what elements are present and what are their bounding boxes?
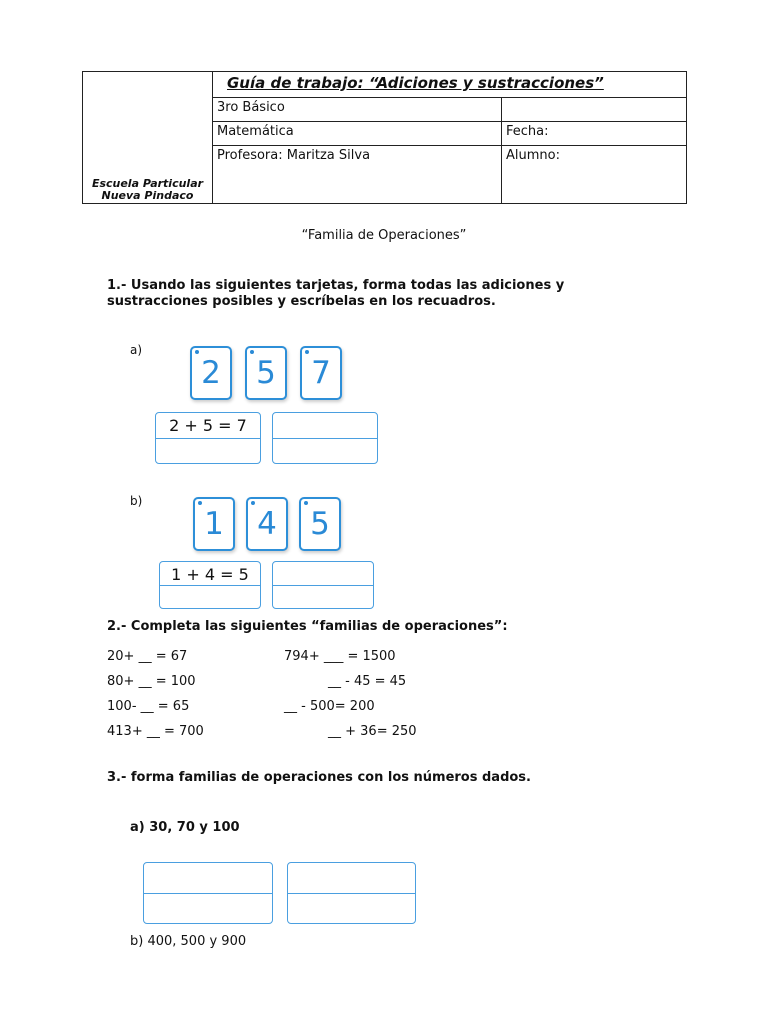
q1-line2: sustracciones posibles y escríbelas en los recuadros. bbox=[107, 294, 496, 309]
q2-right-column bbox=[284, 644, 417, 744]
q1b-label: b) bbox=[130, 494, 143, 508]
operation: 80+ __ = 100 bbox=[107, 674, 196, 689]
number-card: 4 bbox=[246, 497, 288, 551]
number-card: 5 bbox=[245, 346, 287, 400]
operation: __ + 36= 250 bbox=[328, 724, 417, 739]
operation: 794+ ___ = 1500 bbox=[284, 649, 396, 664]
answer-box[interactable] bbox=[272, 412, 378, 464]
grade-label: 3ro Básico bbox=[213, 98, 502, 122]
q3a-numbers: a) 30, 70 y 100 bbox=[130, 820, 240, 835]
date-label: Fecha: bbox=[502, 122, 687, 146]
example-equation: 1 + 4 = 5 bbox=[171, 565, 249, 584]
q3-instructions: 3.- forma familias de operaciones con los números dados. bbox=[107, 770, 531, 785]
subject-label: Matemática bbox=[213, 122, 502, 146]
teacher-label: Profesora: Maritza Silva bbox=[213, 146, 502, 204]
operation: 413+ __ = 700 bbox=[107, 724, 204, 739]
q1-line1: 1.- Usando las siguientes tarjetas, forma todas las adiciones y bbox=[107, 278, 565, 293]
answer-box[interactable] bbox=[287, 862, 416, 924]
student-label: Alumno: bbox=[502, 146, 687, 204]
operation: __ - 500= 200 bbox=[284, 699, 375, 714]
answer-box[interactable] bbox=[159, 561, 261, 609]
worksheet-title: Guía de trabajo: “Adiciones y sustracciones” bbox=[213, 72, 687, 98]
q2-left-column bbox=[107, 644, 204, 744]
q2-instructions: 2.- Completa las siguientes “familias de operaciones”: bbox=[107, 619, 508, 634]
operation: 20+ __ = 67 bbox=[107, 649, 188, 664]
number-card: 7 bbox=[300, 346, 342, 400]
q1-instructions bbox=[107, 278, 564, 310]
example-equation: 2 + 5 = 7 bbox=[169, 416, 247, 435]
number-card: 2 bbox=[190, 346, 232, 400]
grade-blank-cell bbox=[502, 98, 687, 122]
school-name: Escuela Particular Nueva Pindaco bbox=[83, 72, 213, 204]
number-card: 1 bbox=[193, 497, 235, 551]
header-table bbox=[82, 71, 687, 204]
operation: __ - 45 = 45 bbox=[328, 674, 407, 689]
operation: 100- __ = 65 bbox=[107, 699, 190, 714]
answer-box[interactable] bbox=[272, 561, 374, 609]
answer-box[interactable] bbox=[143, 862, 273, 924]
worksheet-subtitle: “Familia de Operaciones” bbox=[301, 228, 467, 243]
q1a-label: a) bbox=[130, 343, 143, 357]
q3b-numbers: b) 400, 500 y 900 bbox=[130, 934, 247, 949]
number-card: 5 bbox=[299, 497, 341, 551]
answer-box[interactable] bbox=[155, 412, 261, 464]
